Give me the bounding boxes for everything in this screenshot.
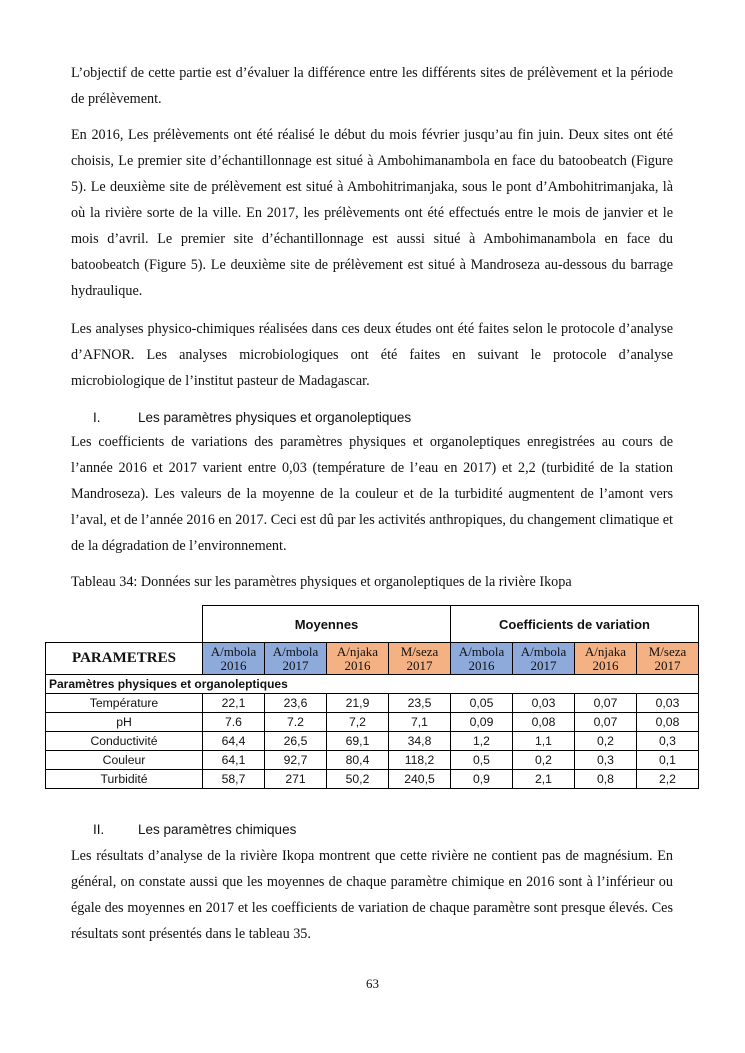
value-cell: 1,2	[451, 732, 513, 751]
value-cell: 0,08	[637, 713, 699, 732]
value-cell: 240,5	[389, 770, 451, 789]
value-cell: 21,9	[327, 694, 389, 713]
site-name: A/njaka	[336, 643, 379, 659]
parameter-name: pH	[46, 713, 203, 732]
value-cell: 0,07	[575, 694, 637, 713]
value-cell: 118,2	[389, 751, 451, 770]
value-cell: 0,2	[575, 732, 637, 751]
site-name: A/mbola	[272, 643, 319, 659]
value-cell: 0,5	[451, 751, 513, 770]
parameter-name: Turbidité	[46, 770, 203, 789]
site-name: A/mbola	[520, 643, 567, 659]
site-year: 2017	[282, 657, 309, 673]
site-header	[203, 643, 265, 675]
section-2-number: II.	[93, 822, 105, 837]
section-2-title: Les paramètres chimiques	[138, 822, 297, 837]
value-cell: 0,2	[513, 751, 575, 770]
value-cell: 7,2	[327, 713, 389, 732]
value-cell: 92,7	[265, 751, 327, 770]
site-header	[513, 643, 575, 675]
value-cell: 0,03	[637, 694, 699, 713]
value-cell: 2,2	[637, 770, 699, 789]
site-header	[389, 643, 451, 675]
section-1-number: I.	[93, 410, 101, 425]
intro-paragraph-1: L’objectif de cette partie est d’évaluer la différence entre les différents sites de prélèvement et la période de prélèvement.	[71, 65, 673, 107]
value-cell: 80,4	[327, 751, 389, 770]
value-cell: 64,1	[203, 751, 265, 770]
value-cell: 0,9	[451, 770, 513, 789]
section-1-paragraph: Les coefficients de variations des paramètres physiques et organoleptiques enregistrées au cours de l’année 2016 et 2017 varient entre 0,03 (température de l’eau en 2017) et 2,2 (turbidité de la station Mandroseza). Les valeurs de la moyenne de la couleur et de la turbidité augmentent de l’amont vers l’aval, et de l’année 2016 en 2017. Ceci est dû par les activités anthropiques, du changement climatique et de la dégradation de l’environnement.	[71, 434, 673, 554]
table-caption: Tableau 34: Données sur les paramètres physiques et organoleptiques de la rivière Ikopa	[71, 574, 572, 590]
value-cell: 22,1	[203, 694, 265, 713]
value-cell: 0,8	[575, 770, 637, 789]
site-header	[575, 643, 637, 675]
table-section-label: Paramètres physiques et organoleptiques	[46, 675, 699, 694]
table-row	[46, 713, 699, 732]
value-cell: 2,1	[513, 770, 575, 789]
value-cell: 0,3	[575, 751, 637, 770]
site-year: 2016	[344, 657, 371, 673]
table-body	[46, 694, 699, 789]
site-name: A/njaka	[584, 643, 627, 659]
site-year: 2016	[592, 657, 619, 673]
value-cell: 34,8	[389, 732, 451, 751]
value-cell: 7,1	[389, 713, 451, 732]
table-corner	[46, 606, 203, 643]
site-header	[637, 643, 699, 675]
value-cell: 0,05	[451, 694, 513, 713]
site-name: A/mbola	[210, 643, 257, 659]
group-header-cv: Coefficients de variation	[451, 606, 699, 643]
intro-paragraph-3: Les analyses physico-chimiques réalisées dans ces deux études ont été faites selon le protocole d’analyse d’AFNOR. Les analyses microbiologiques ont été faites en suivant le protocole d’analyse microbiologique de l’institut pasteur de Madagascar.	[71, 321, 673, 389]
value-cell: 0,03	[513, 694, 575, 713]
value-cell: 50,2	[327, 770, 389, 789]
value-cell: 23,6	[265, 694, 327, 713]
value-cell: 0,1	[637, 751, 699, 770]
site-year: 2017	[654, 657, 681, 673]
table-row	[46, 770, 699, 789]
section-1-title: Les paramètres physiques et organoleptiques	[138, 410, 412, 425]
value-cell: 23,5	[389, 694, 451, 713]
parameter-name: Couleur	[46, 751, 203, 770]
value-cell: 7.2	[265, 713, 327, 732]
value-cell: 0,09	[451, 713, 513, 732]
value-cell: 0,3	[637, 732, 699, 751]
intro-paragraph-2: En 2016, Les prélèvements ont été réalisé le début du mois février jusqu’au fin juin. Deux sites ont été choisis, Le premier site d’échantillonnage est situé à Ambohimanambola en face du batoobeatch (Figure 5). Le deuxième site de prélèvement est situé à Ambohitrimanjaka, sous le pont d’Ambohitrimanjaka, là où la rivière sorte de la ville. En 2017, les prélèvements ont été effectués entre le mois de janvier et le mois d’avril. Le premier site d’échantillonnage est aussi situé à Ambohimanambola en face du batoobeatch (Figure 5). Le deuxième site de prélèvement est situé à Mandroseza au-dessous du barrage hydraulique.	[71, 127, 673, 299]
group-header-means: Moyennes	[203, 606, 451, 643]
site-name: A/mbola	[458, 643, 505, 659]
site-year: 2016	[220, 657, 247, 673]
site-header	[265, 643, 327, 675]
table-row	[46, 732, 699, 751]
site-year: 2017	[406, 657, 433, 673]
value-cell: 0,08	[513, 713, 575, 732]
site-year: 2017	[530, 657, 557, 673]
site-header	[451, 643, 513, 675]
value-cell: 26,5	[265, 732, 327, 751]
table-row	[46, 751, 699, 770]
page-number: 63	[366, 976, 379, 991]
site-name: M/seza	[648, 643, 687, 659]
section-2-paragraph: Les résultats d’analyse de la rivière Ikopa montrent que cette rivière ne contient pas de magnésium. En général, on constate aussi que les moyennes de chaque paramètre chimique en 2016 sont à l’inférieur ou égale des moyennes en 2017 et les coefficients de variation de chaque paramètre sont presque élevés. Ces résultats sont présentés dans le tableau 35.	[71, 848, 673, 942]
parameters-header: PARAMETRES	[46, 643, 203, 675]
table-row	[46, 694, 699, 713]
value-cell: 271	[265, 770, 327, 789]
value-cell: 64,4	[203, 732, 265, 751]
value-cell: 1,1	[513, 732, 575, 751]
value-cell: 7.6	[203, 713, 265, 732]
parameter-name: Température	[46, 694, 203, 713]
value-cell: 58,7	[203, 770, 265, 789]
value-cell: 0,07	[575, 713, 637, 732]
value-cell: 69,1	[327, 732, 389, 751]
parameter-name: Conductivité	[46, 732, 203, 751]
site-name: M/seza	[400, 643, 439, 659]
data-table	[45, 605, 699, 789]
site-year: 2016	[468, 657, 495, 673]
site-header	[327, 643, 389, 675]
